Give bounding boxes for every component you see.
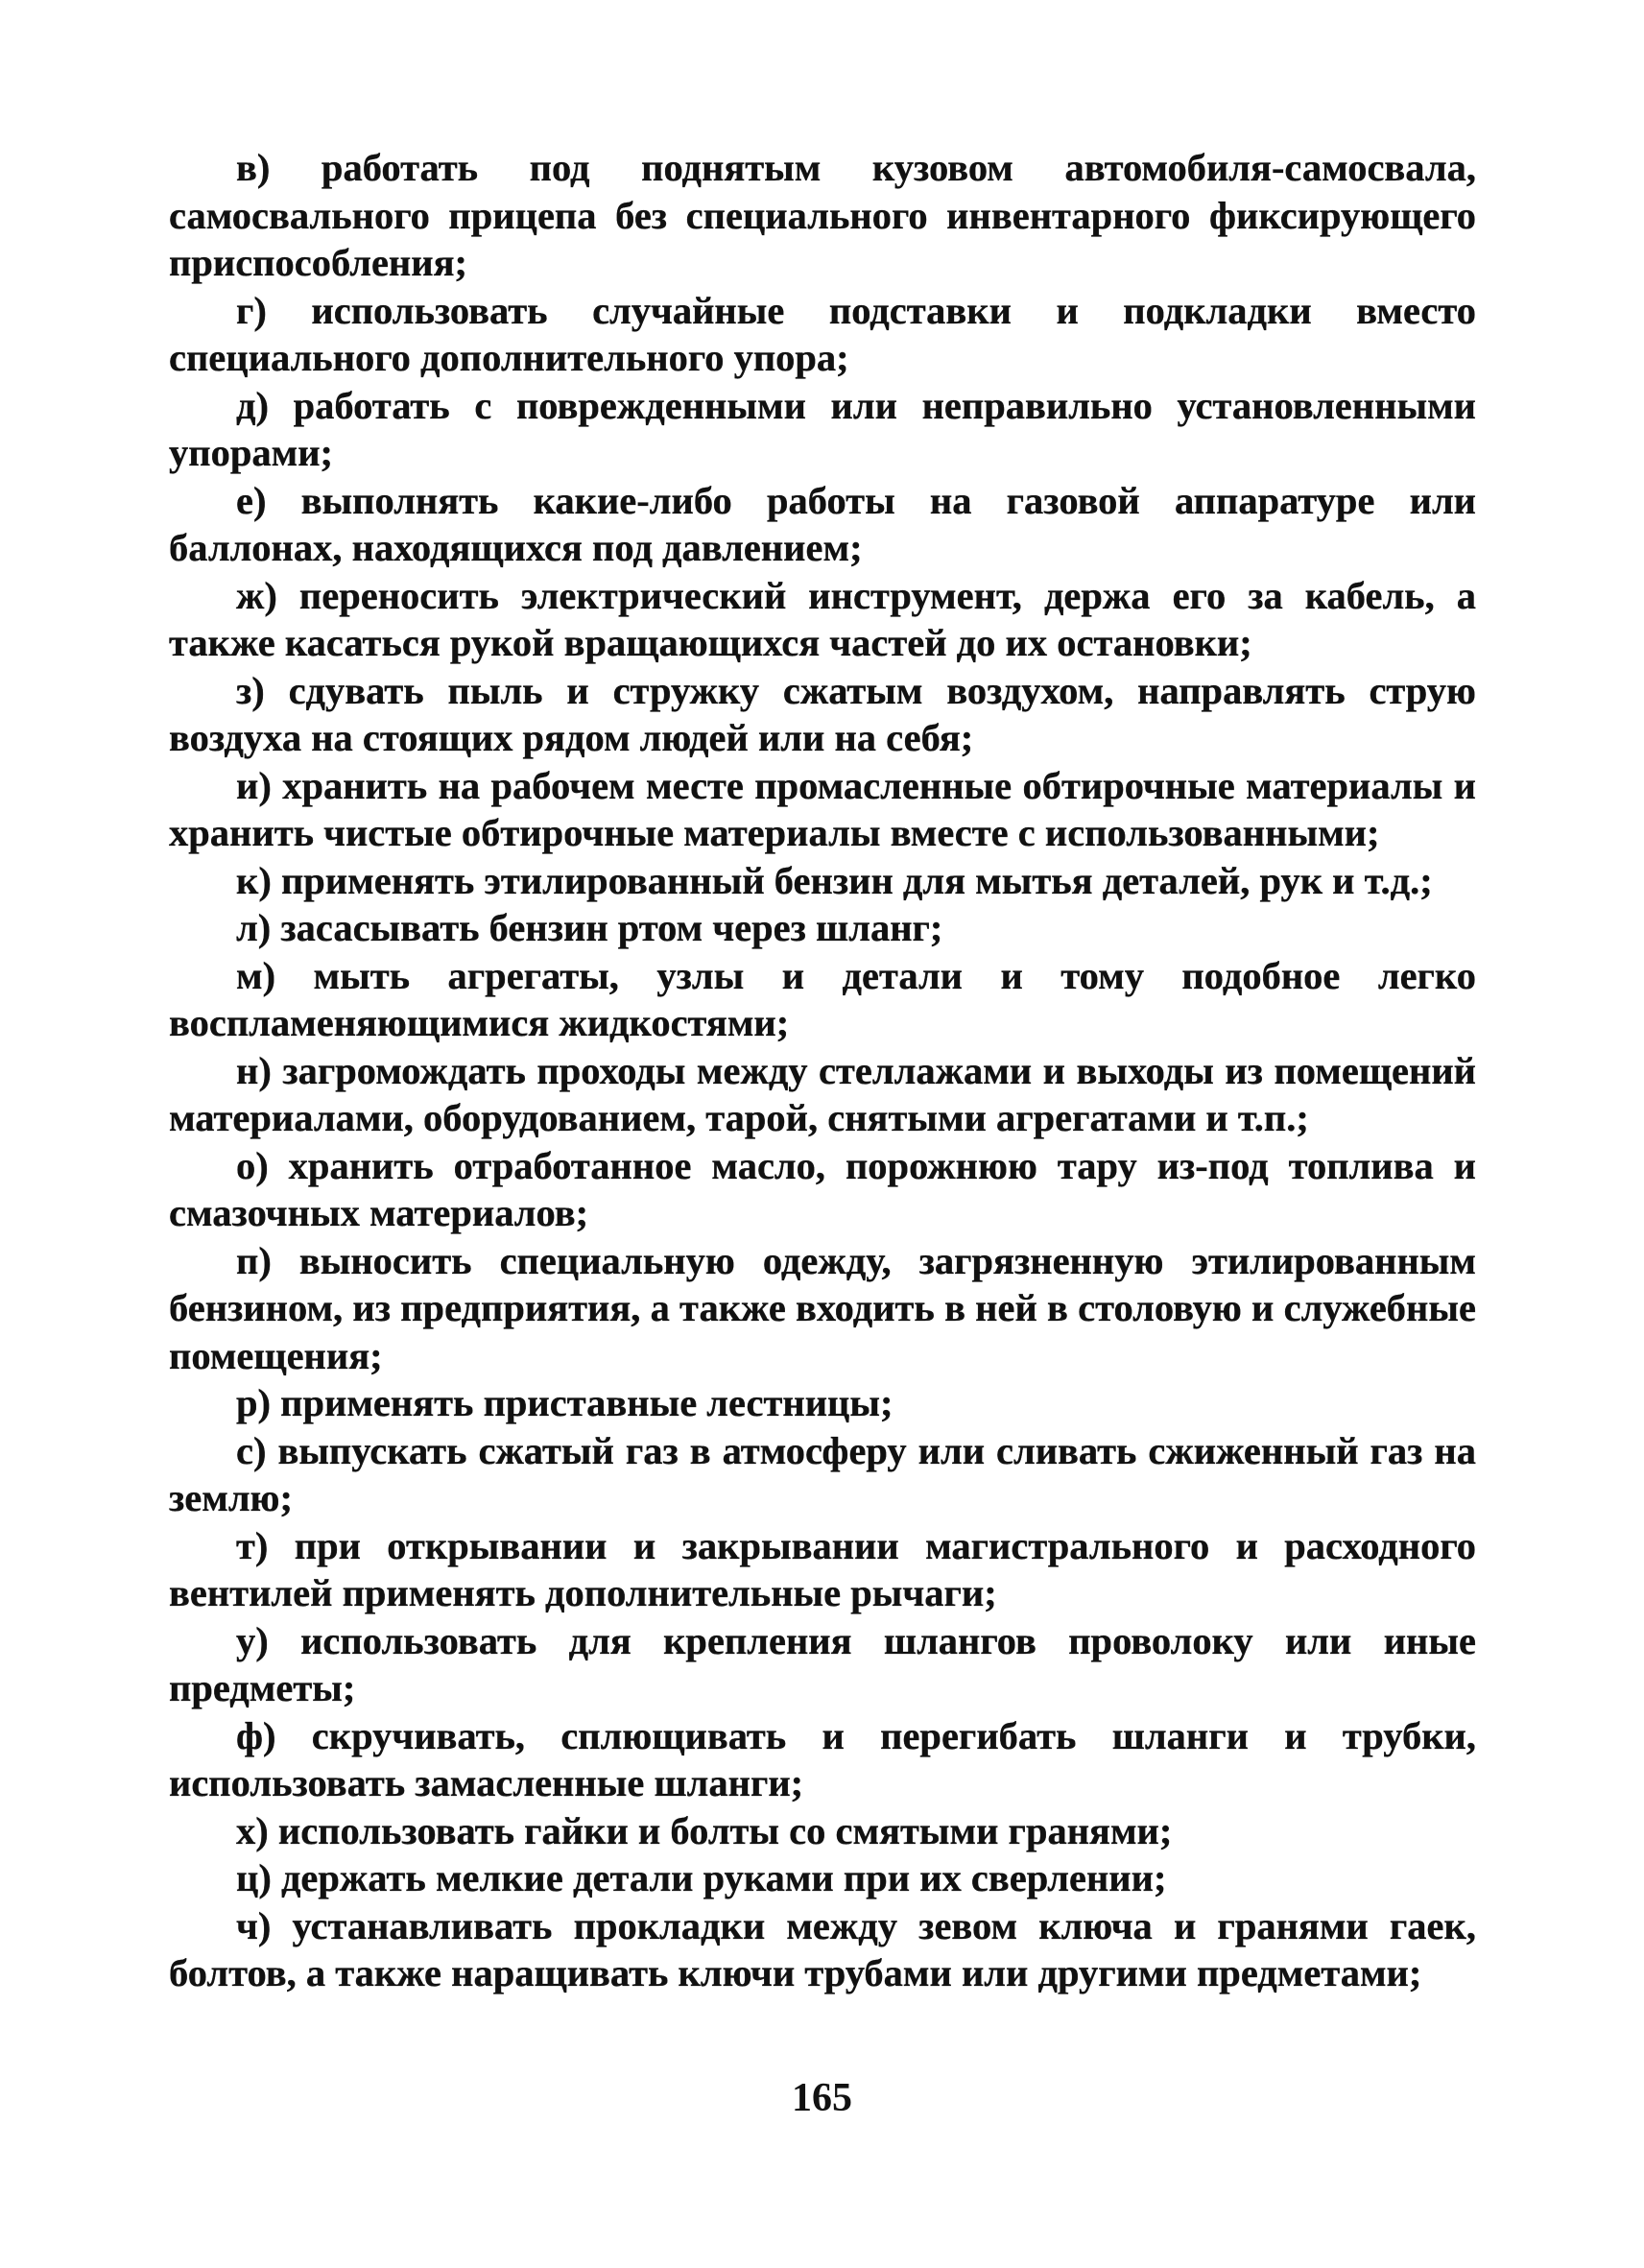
list-item: ж) переносить электрический инструмент, держа его за кабель, а также касаться рукой вращающихся частей до их остановки; [169,573,1476,664]
list-item: с) выпускать сжатый газ в атмосферу или сливать сжиженный газ на землю; [169,1428,1476,1519]
list-item: т) при открывании и закрывании магистрального и расходного вентилей применять дополнительные рычаги; [169,1523,1476,1614]
list-item: ч) устанавливать прокладки между зевом ключа и гранями гаек, болтов, а также наращивать ключи трубами или другими предметами; [169,1903,1476,1994]
list-item: л) засасывать бензин ртом через шланг; [236,906,943,949]
list-item: н) загромождать проходы между стеллажами и выходы из помещений материалами, оборудованием, тарой, снятыми агрегатами и т.п.; [169,1048,1476,1139]
list-item: р) применять приставные лестницы; [236,1381,893,1424]
list-item: д) работать с поврежденными или неправильно установленными упорами; [169,383,1476,474]
page-number: 165 [792,2076,852,2120]
list-item: к) применять этилированный бензин для мытья деталей, рук и т.д.; [236,858,1433,902]
list-item: м) мыть агрегаты, узлы и детали и тому подобное легко воспламеняющимися жидкостями; [169,953,1476,1044]
list-item: г) использовать случайные подставки и подкладки вместо специального дополнительного упора; [169,288,1476,379]
list-item: п) выносить специальную одежду, загрязненную этилированным бензином, из предприятия, а также входить в ней в столовую и служебные помещения; [169,1238,1476,1377]
list-item: в) работать под поднятым кузовом автомобиля-самосвала, самосвального прицепа без специального инвентарного фиксирующего приспособления; [169,146,1476,284]
list-item: ф) скручивать, сплющивать и перегибать шланги и трубки, использовать замасленные шланги; [169,1713,1476,1804]
list-item: х) использовать гайки и болты со смятыми гранями; [236,1808,1173,1852]
list-item: ц) держать мелкие детали руками при их сверлении; [236,1856,1167,1899]
list-item: и) хранить на рабочем месте промасленные обтирочные материалы и хранить чистые обтирочные материалы вместе с использованными; [169,763,1476,854]
list-item: о) хранить отработанное масло, порожнюю тару из-под топлива и смазочных материалов; [169,1143,1476,1234]
list-item: з) сдувать пыль и стружку сжатым воздухом, направлять струю воздуха на стоящих рядом людей или на себя; [169,668,1476,759]
list-item: у) использовать для крепления шлангов проволоку или иные предметы; [169,1618,1476,1709]
prohibitions-list [169,144,1476,1997]
list-item: е) выполнять какие-либо работы на газовой аппаратуре или баллонах, находящихся под давлением; [169,478,1476,569]
